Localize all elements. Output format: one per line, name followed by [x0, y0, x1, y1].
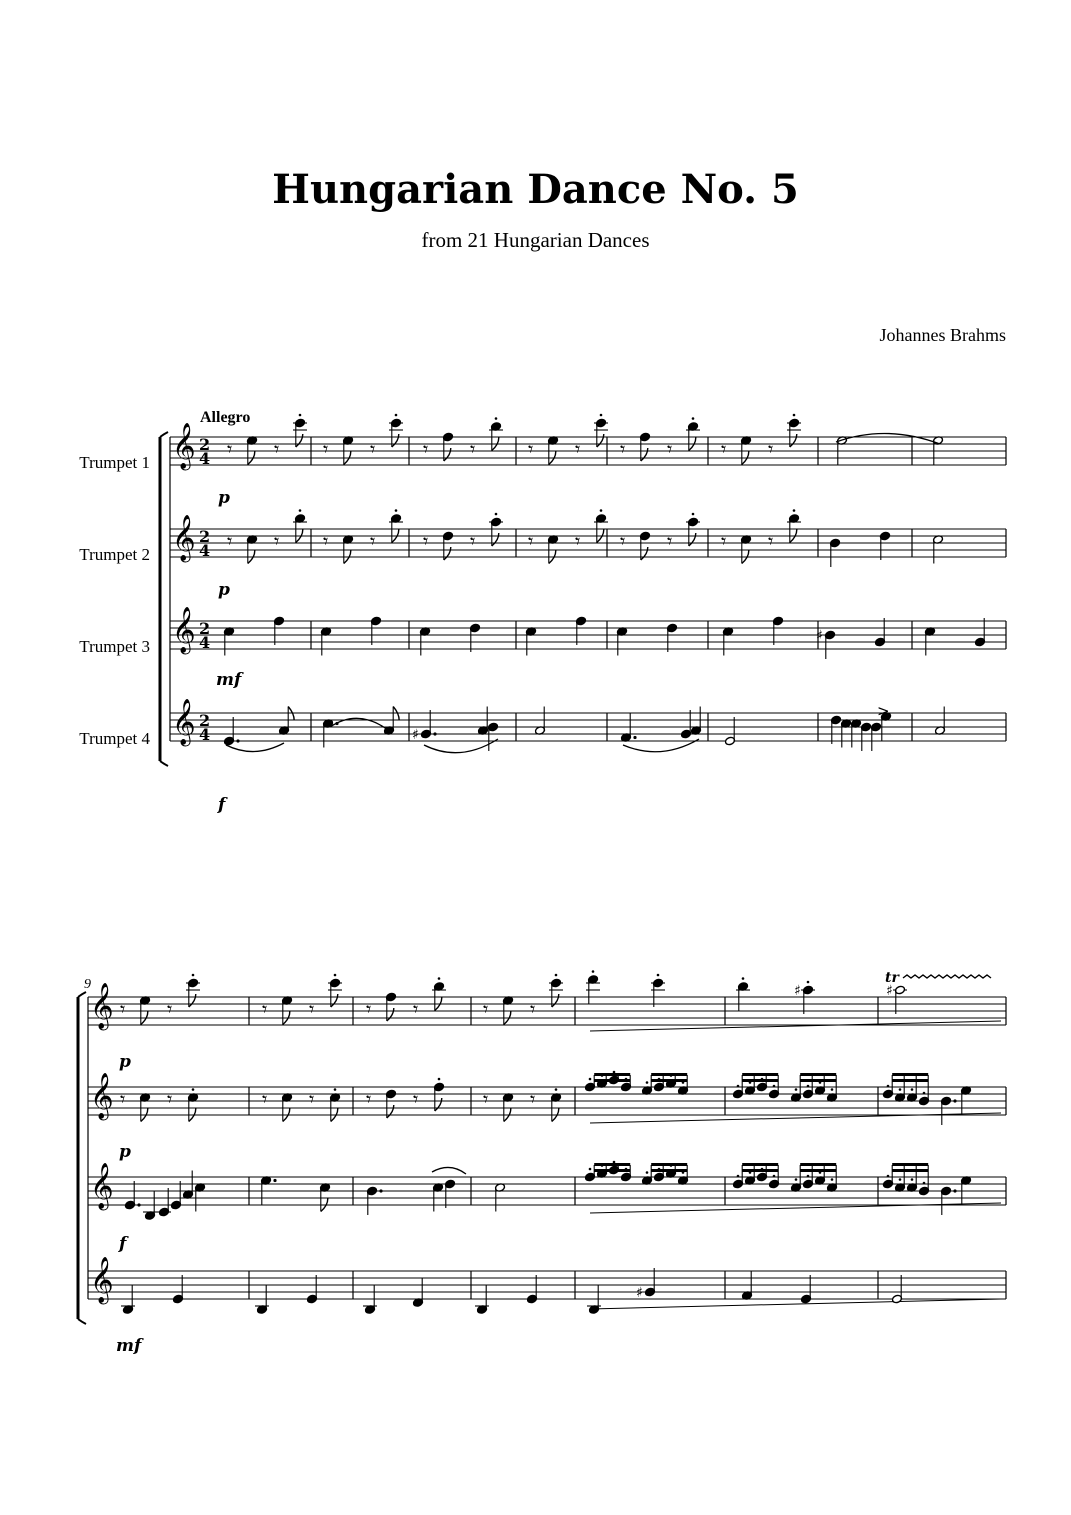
staccato-dot	[646, 1171, 649, 1174]
staccato-dot	[438, 1078, 441, 1081]
beam	[742, 1163, 778, 1166]
measure-number: 9	[84, 977, 91, 992]
note-flag	[492, 533, 499, 546]
eighth-rest: 𝄾	[366, 997, 372, 1021]
eighth-rest: 𝄾	[370, 437, 376, 461]
eighth-rest: 𝄾	[530, 997, 536, 1021]
beam	[892, 1079, 928, 1082]
beam	[651, 1169, 687, 1172]
treble-clef: 𝄞	[172, 607, 196, 653]
staccato-dot	[495, 513, 498, 516]
note-flag	[689, 533, 696, 546]
eighth-rest: 𝄾	[413, 1087, 419, 1111]
augmentation-dot	[273, 1179, 276, 1182]
staccato-dot	[773, 1175, 776, 1178]
time-signature-upper: 2	[199, 711, 211, 730]
beam	[892, 1169, 928, 1172]
staccato-dot	[737, 1085, 740, 1088]
staccato-dot	[887, 1175, 890, 1178]
eighth-rest: 𝄾	[721, 529, 727, 553]
beam	[594, 1073, 630, 1076]
eighth-rest: 𝄾	[470, 529, 476, 553]
time-signature-lower: 4	[199, 449, 211, 468]
eighth-rest: 𝄾	[530, 1087, 536, 1111]
note-flag	[392, 434, 399, 447]
augmentation-dot	[953, 1099, 956, 1102]
staccato-dot	[831, 1178, 834, 1181]
eighth-rest: 𝄾	[667, 437, 673, 461]
tie	[836, 433, 940, 444]
dynamic-marking: p	[119, 1052, 131, 1072]
accent-mark: >	[877, 702, 890, 720]
staccato-dot	[831, 1088, 834, 1091]
note-flag	[641, 547, 648, 560]
beam	[742, 1079, 778, 1082]
treble-clef: 𝄞	[172, 699, 196, 745]
staccato-dot	[600, 509, 603, 512]
staccato-dot	[773, 1085, 776, 1088]
page-subtitle: from 21 Hungarian Dances	[421, 228, 650, 252]
augmentation-dot	[633, 736, 636, 739]
time-signature-upper: 2	[199, 435, 211, 454]
time-signature-upper: 2	[199, 527, 211, 546]
hairpin-line	[590, 1021, 1001, 1031]
staccato-dot	[646, 1081, 649, 1084]
staccato-dot	[334, 1088, 337, 1091]
eighth-rest: 𝄾	[528, 437, 534, 461]
staccato-dot	[737, 1175, 740, 1178]
staccato-dot	[795, 1178, 798, 1181]
note-flag	[331, 994, 338, 1007]
staccato-dot	[589, 1168, 592, 1171]
note-flag	[444, 547, 451, 560]
staccato-dot	[793, 414, 796, 417]
trill-marking: tr	[885, 970, 899, 986]
treble-clef: 𝄞	[90, 1257, 114, 1303]
accidental-sharp: ♯	[412, 727, 419, 743]
augmentation-dot	[433, 732, 436, 735]
eighth-rest: 𝄾	[167, 997, 173, 1021]
eighth-rest: 𝄾	[167, 1087, 173, 1111]
eighth-rest: 𝄾	[667, 529, 673, 553]
dynamic-marking: f	[119, 1234, 127, 1254]
beam	[892, 1163, 928, 1166]
beam	[651, 1163, 687, 1166]
composer-credit: Johannes Brahms	[879, 325, 1006, 345]
eighth-rest: 𝄾	[309, 1087, 315, 1111]
accidental-sharp: ♯	[636, 1285, 643, 1301]
staccato-dot	[600, 414, 603, 417]
time-signature-lower: 4	[199, 541, 211, 560]
staccato-dot	[395, 414, 398, 417]
note-flag	[790, 434, 797, 447]
staccato-dot	[911, 1088, 914, 1091]
note-flag	[435, 1098, 442, 1111]
dynamic-marking: f	[218, 795, 226, 815]
instrument-name-trumpet-4: Trumpet 4	[79, 729, 150, 748]
time-signature-upper: 2	[199, 619, 211, 638]
staccato-dot	[495, 417, 498, 420]
note-flag	[641, 448, 648, 461]
staccato-dot	[887, 1085, 890, 1088]
accidental-sharp: ♯	[886, 983, 893, 999]
staccato-dot	[793, 509, 796, 512]
eighth-rest: 𝄾	[528, 529, 534, 553]
eighth-rest: 𝄾	[262, 997, 268, 1021]
staccato-dot	[795, 1088, 798, 1091]
staccato-dot	[923, 1092, 926, 1095]
staccato-dot	[192, 974, 195, 977]
staccato-dot	[613, 1071, 616, 1074]
staccato-dot	[911, 1178, 914, 1181]
eighth-rest: 𝄾	[483, 997, 489, 1021]
eighth-rest: 𝄾	[366, 1087, 372, 1111]
eighth-rest: 𝄾	[721, 437, 727, 461]
eighth-rest: 𝄾	[120, 997, 126, 1021]
slur	[432, 1167, 466, 1174]
staccato-dot	[807, 1085, 810, 1088]
treble-clef: 𝄞	[172, 423, 196, 469]
note-flag	[597, 434, 604, 447]
staccato-dot	[438, 977, 441, 980]
eighth-rest: 𝄾	[620, 529, 626, 553]
slur	[226, 743, 284, 752]
note-flag	[444, 448, 451, 461]
instrument-name-trumpet-1: Trumpet 1	[79, 453, 150, 472]
staccato-dot	[299, 509, 302, 512]
eighth-rest: 𝄾	[370, 529, 376, 553]
instrument-name-trumpet-3: Trumpet 3	[79, 637, 150, 656]
staccato-dot	[657, 974, 660, 977]
staccato-dot	[923, 1182, 926, 1185]
beam	[594, 1079, 630, 1082]
staccato-dot	[807, 981, 810, 984]
eighth-rest: 𝄾	[323, 437, 329, 461]
staccato-dot	[899, 1088, 902, 1091]
accidental-sharp: ♯	[794, 983, 801, 999]
note-flag	[387, 1008, 394, 1021]
time-signature-lower: 4	[199, 725, 211, 744]
eighth-rest: 𝄾	[323, 529, 329, 553]
eighth-rest: 𝄾	[309, 997, 315, 1021]
beam	[594, 1163, 630, 1166]
treble-clef: 𝄞	[90, 1073, 114, 1119]
staccato-dot	[692, 417, 695, 420]
eighth-rest: 𝄾	[423, 437, 429, 461]
beam	[742, 1169, 778, 1172]
tempo-marking: Allegro	[200, 409, 251, 426]
staccato-dot	[592, 970, 595, 973]
bracket-hook	[78, 1319, 86, 1324]
eighth-rest: 𝄾	[575, 437, 581, 461]
bracket-hook	[160, 761, 168, 766]
note-flag	[189, 994, 196, 1007]
augmentation-dot	[137, 1203, 140, 1206]
trill-line	[903, 975, 991, 978]
staccato-dot	[334, 974, 337, 977]
dynamic-marking: p	[218, 488, 230, 508]
treble-clef: 𝄞	[90, 1163, 114, 1209]
staccato-dot	[807, 1175, 810, 1178]
dynamic-marking: mf	[216, 670, 242, 690]
beam	[800, 1169, 836, 1172]
time-signature-lower: 4	[199, 633, 211, 652]
eighth-rest: 𝄾	[227, 529, 233, 553]
staccato-dot	[555, 1088, 558, 1091]
hairpin-line	[590, 1299, 1001, 1309]
beam	[800, 1079, 836, 1082]
staccato-dot	[613, 1161, 616, 1164]
note-flag	[552, 994, 559, 1007]
staccato-dot	[692, 513, 695, 516]
staccato-dot	[555, 974, 558, 977]
augmentation-dot	[379, 1189, 382, 1192]
eighth-rest: 𝄾	[274, 437, 280, 461]
eighth-rest: 𝄾	[227, 437, 233, 461]
staccato-dot	[742, 977, 745, 980]
beam	[892, 1073, 928, 1076]
instrument-name-trumpet-2: Trumpet 2	[79, 545, 150, 564]
beam	[594, 1169, 630, 1172]
beam	[651, 1073, 687, 1076]
staccato-dot	[395, 509, 398, 512]
note-flag	[296, 434, 303, 447]
eighth-rest: 𝄾	[768, 529, 774, 553]
page-title: Hungarian Dance No. 5	[272, 166, 799, 213]
staccato-dot	[192, 1088, 195, 1091]
eighth-rest: 𝄾	[120, 1087, 126, 1111]
beam	[742, 1073, 778, 1076]
eighth-rest: 𝄾	[575, 529, 581, 553]
staccato-dot	[589, 1078, 592, 1081]
accidental-sharp: ♯	[816, 628, 823, 644]
eighth-rest: 𝄾	[274, 529, 280, 553]
bracket-hook	[160, 432, 168, 437]
eighth-rest: 𝄾	[262, 1087, 268, 1111]
eighth-rest: 𝄾	[423, 529, 429, 553]
eighth-rest: 𝄾	[413, 997, 419, 1021]
dynamic-marking: mf	[116, 1336, 142, 1356]
staccato-dot	[899, 1178, 902, 1181]
eighth-rest: 𝄾	[768, 437, 774, 461]
eighth-rest: 𝄾	[470, 437, 476, 461]
bracket-hook	[78, 992, 86, 997]
eighth-rest: 𝄾	[620, 437, 626, 461]
treble-clef: 𝄞	[172, 515, 196, 561]
augmentation-dot	[953, 1189, 956, 1192]
eighth-rest: 𝄾	[483, 1087, 489, 1111]
augmentation-dot	[236, 739, 239, 742]
dynamic-marking: p	[119, 1142, 131, 1162]
note-flag	[387, 1105, 394, 1118]
beam	[651, 1079, 687, 1082]
dynamic-marking: p	[218, 580, 230, 600]
beam	[800, 1163, 836, 1166]
staccato-dot	[299, 414, 302, 417]
treble-clef: 𝄞	[90, 983, 114, 1029]
beam	[800, 1073, 836, 1076]
